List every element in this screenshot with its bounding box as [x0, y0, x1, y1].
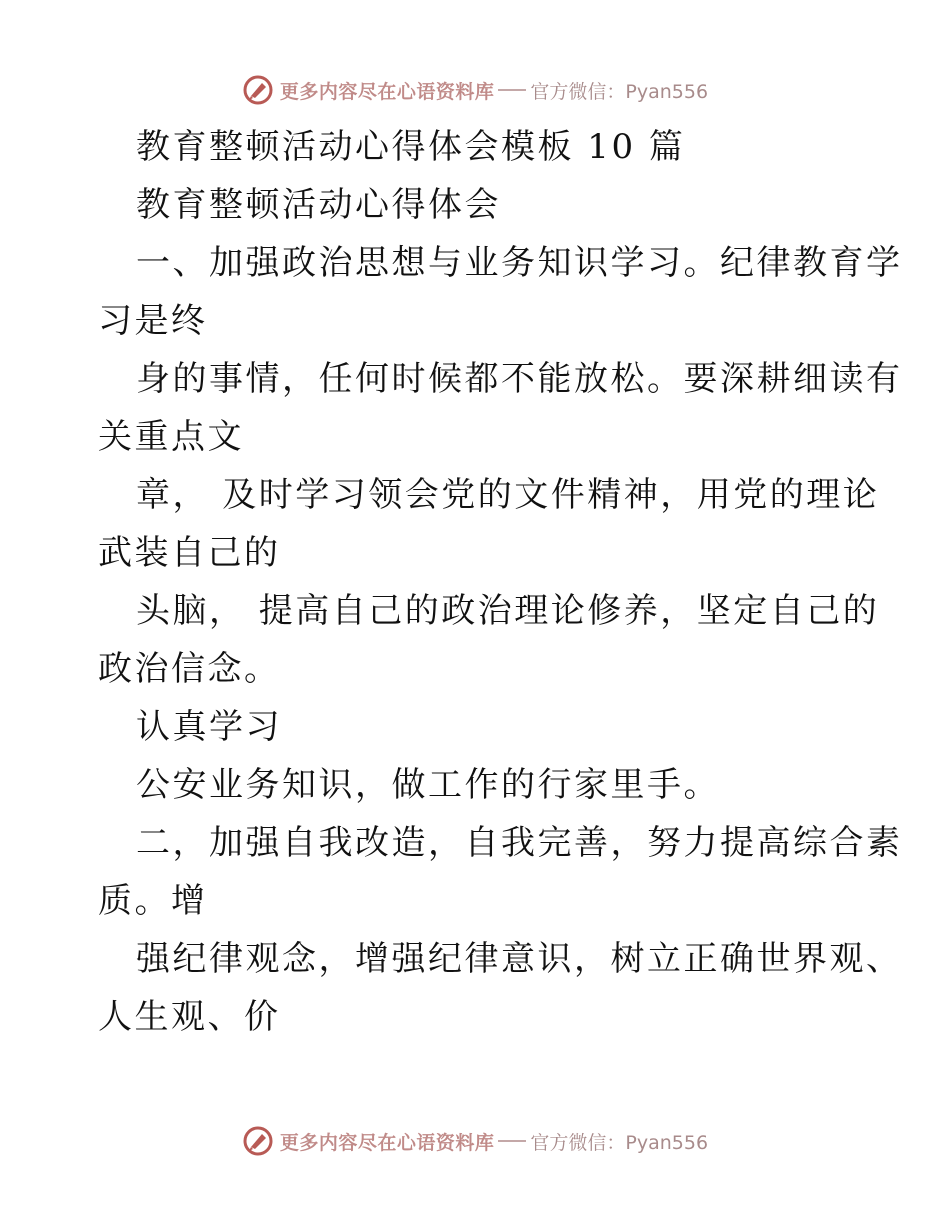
- header-banner: [0, 70, 950, 110]
- banner-site-text: 更多内容尽在心语资料库: [279, 80, 495, 103]
- text-line: 习是终: [98, 301, 208, 341]
- text-line: 认真学习: [136, 707, 282, 747]
- text-line: 人生观、价: [98, 997, 281, 1037]
- text-line: 关重点文: [98, 417, 244, 457]
- banner-site-text: 更多内容尽在心语资料库: [279, 1131, 495, 1154]
- text-line: 公安业务知识，做工作的行家里手。: [136, 765, 720, 805]
- footer-banner: [0, 1121, 950, 1161]
- text-line: 教育整顿活动心得体会: [136, 185, 501, 225]
- text-line: 身的事情，任何时候都不能放松。要深耕细读有: [136, 359, 903, 399]
- text-line: 二，加强自我改造，自我完善，努力提高综合素: [136, 823, 903, 863]
- text-line: 一、加强政治思想与业务知识学习。纪律教育学: [136, 243, 903, 283]
- text-line: 政治信念。: [98, 649, 281, 689]
- document-body: [98, 118, 903, 1046]
- text-line: 武装自己的: [98, 533, 281, 573]
- pen-nib-logo-icon: [242, 74, 274, 106]
- text-line: 头脑， 提高自己的政治理论修养，坚定自己的: [136, 591, 880, 631]
- text-line: 章， 及时学习领会党的文件精神，用党的理论: [136, 475, 880, 515]
- text-line: 质。增: [98, 881, 208, 921]
- banner-wechat-text: 官方微信：Pyan556: [530, 1131, 709, 1154]
- text-line: 强纪律观念，增强纪律意识，树立正确世界观、: [136, 939, 903, 979]
- banner-divider: [498, 1140, 526, 1142]
- banner-divider: [498, 89, 526, 91]
- pen-nib-logo-icon: [242, 1125, 274, 1157]
- text-line: 教育整顿活动心得体会模板 10 篇: [136, 127, 686, 167]
- banner-wechat-text: 官方微信：Pyan556: [530, 80, 709, 103]
